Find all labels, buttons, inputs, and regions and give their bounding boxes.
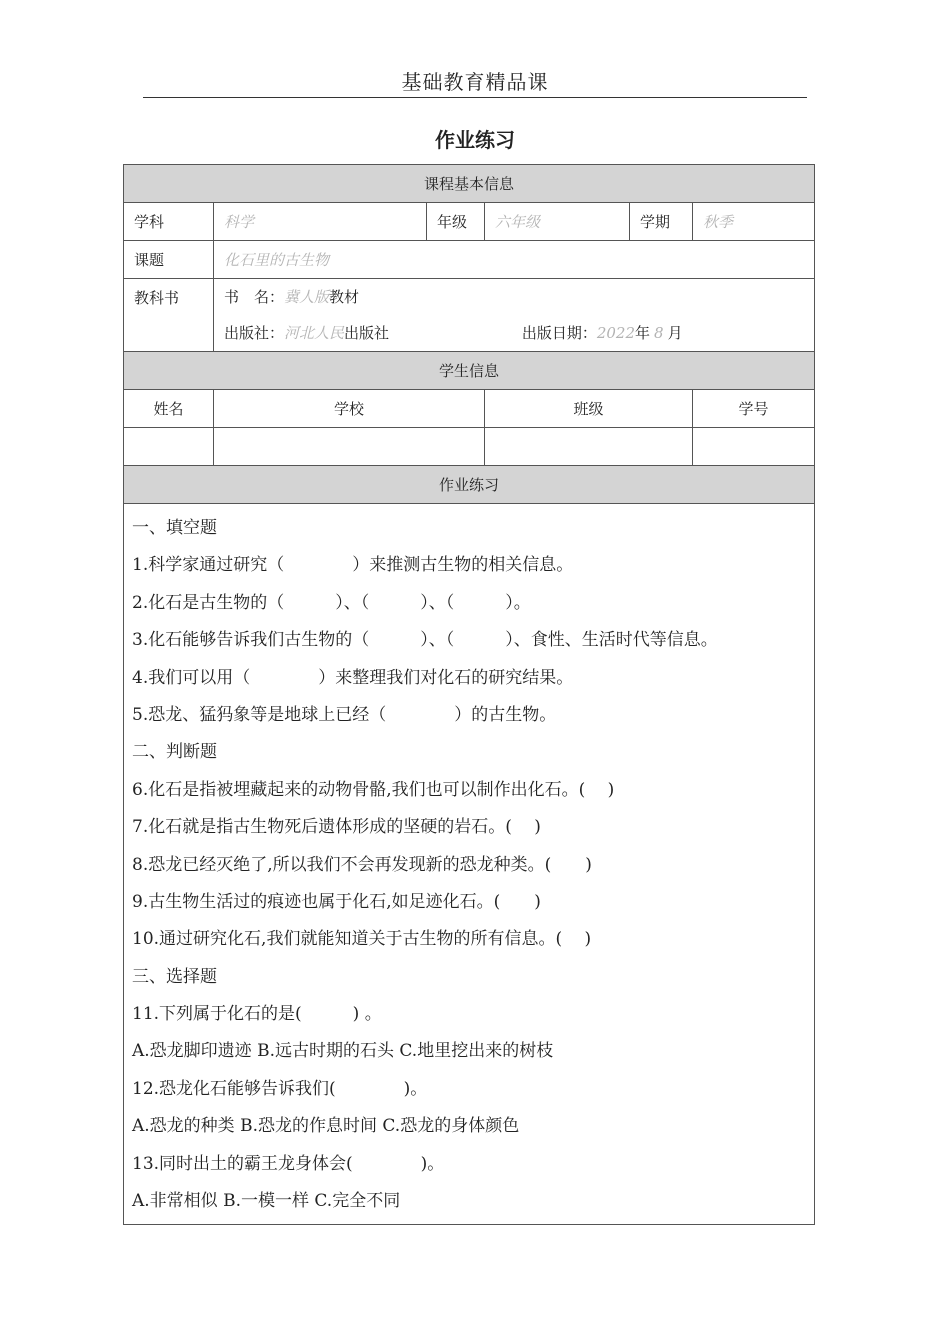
question-line: 12.恐龙化石能够告诉我们( )。: [132, 1078, 428, 1099]
grade-label: 年级: [427, 203, 485, 241]
student-class-field[interactable]: [485, 428, 693, 466]
pub-month: 8: [654, 324, 664, 342]
student-school-header: 学校: [214, 390, 485, 428]
month-unit: 月: [667, 324, 683, 342]
book-name-value: 冀人版: [284, 288, 330, 306]
course-info-header: 课程基本信息: [124, 165, 815, 203]
student-school-field[interactable]: [214, 428, 485, 466]
question-line: 4.我们可以用（ ）来整理我们对化石的研究结果。: [132, 667, 574, 688]
book-name-suffix: 教材: [329, 288, 360, 306]
section-heading: 三、选择题: [132, 966, 217, 987]
term-value: 秋季: [693, 203, 815, 241]
publisher-suffix: 出版社: [344, 324, 390, 342]
question-line: 10.通过研究化石,我们就能知道关于古生物的所有信息。( ): [132, 929, 592, 950]
book-name-line: [224, 279, 804, 315]
publisher-label: 出版社：: [224, 324, 285, 342]
question-line: 3.化石能够告诉我们古生物的（ ）、（ ）、食性、生活时代等信息。: [132, 630, 718, 651]
student-class-header: 班级: [485, 390, 693, 428]
question-line: 2.化石是古生物的（ ）、（ ）、（ ）。: [132, 592, 531, 613]
worksheet-table: [123, 164, 815, 1225]
question-line: 5.恐龙、猛犸象等是地球上已经（ ）的古生物。: [132, 704, 557, 725]
year-unit: 年: [635, 324, 651, 342]
document-title: 作业练习: [435, 128, 515, 152]
student-id-header: 学号: [693, 390, 815, 428]
question-line: 1.科学家通过研究（ ）来推测古生物的相关信息。: [132, 555, 574, 576]
header-divider: [143, 97, 807, 98]
page-header-title: 基础教育精品课: [401, 70, 549, 94]
student-id-field[interactable]: [693, 428, 815, 466]
answer-options: A.恐龙脚印遗迹 B.远古时期的石头 C.地里挖出来的树枝: [132, 1041, 554, 1062]
question-line: 9.古生物生活过的痕迹也属于化石,如足迹化石。( ): [132, 891, 541, 912]
subject-value: 科学: [214, 203, 427, 241]
pub-year: 2022: [596, 324, 636, 342]
section-heading: 二、判断题: [132, 742, 217, 763]
publisher-line: [224, 315, 804, 351]
textbook-label: 教科书: [124, 279, 214, 352]
question-line: 13.同时出土的霸王龙身体会( )。: [132, 1153, 445, 1174]
question-line: 6.化石是指被埋藏起来的动物骨骼,我们也可以制作出化石。( ): [132, 779, 615, 800]
student-name-header: 姓名: [124, 390, 214, 428]
question-line: 7.化石就是指古生物死后遗体形成的坚硬的岩石。( ): [132, 817, 541, 838]
subject-label: 学科: [124, 203, 214, 241]
term-label: 学期: [630, 203, 693, 241]
section-heading: 一、填空题: [132, 518, 217, 538]
pub-date-label: 出版日期：: [521, 324, 597, 342]
textbook-info: [214, 279, 815, 352]
topic-label: 课题: [124, 241, 214, 279]
topic-value: 化石里的古生物: [214, 241, 815, 279]
grade-value: 六年级: [485, 203, 630, 241]
question-line: 8.恐龙已经灭绝了,所以我们不会再发现新的恐龙种类。( ): [132, 854, 592, 875]
answer-options: A.恐龙的种类 B.恐龙的作息时间 C.恐龙的身体颜色: [132, 1116, 520, 1137]
question-line: 11.下列属于化石的是( ) 。: [132, 1004, 382, 1025]
student-info-header: 学生信息: [124, 352, 815, 390]
answer-options: A.非常相似 B.一模一样 C.完全不同: [132, 1191, 401, 1212]
homework-body: [124, 504, 815, 1225]
student-name-field[interactable]: [124, 428, 214, 466]
homework-header: 作业练习: [124, 466, 815, 504]
pub-date: [522, 315, 683, 351]
publisher-value: 河北人民: [284, 324, 345, 342]
book-name-label: 书 名：: [224, 288, 285, 306]
